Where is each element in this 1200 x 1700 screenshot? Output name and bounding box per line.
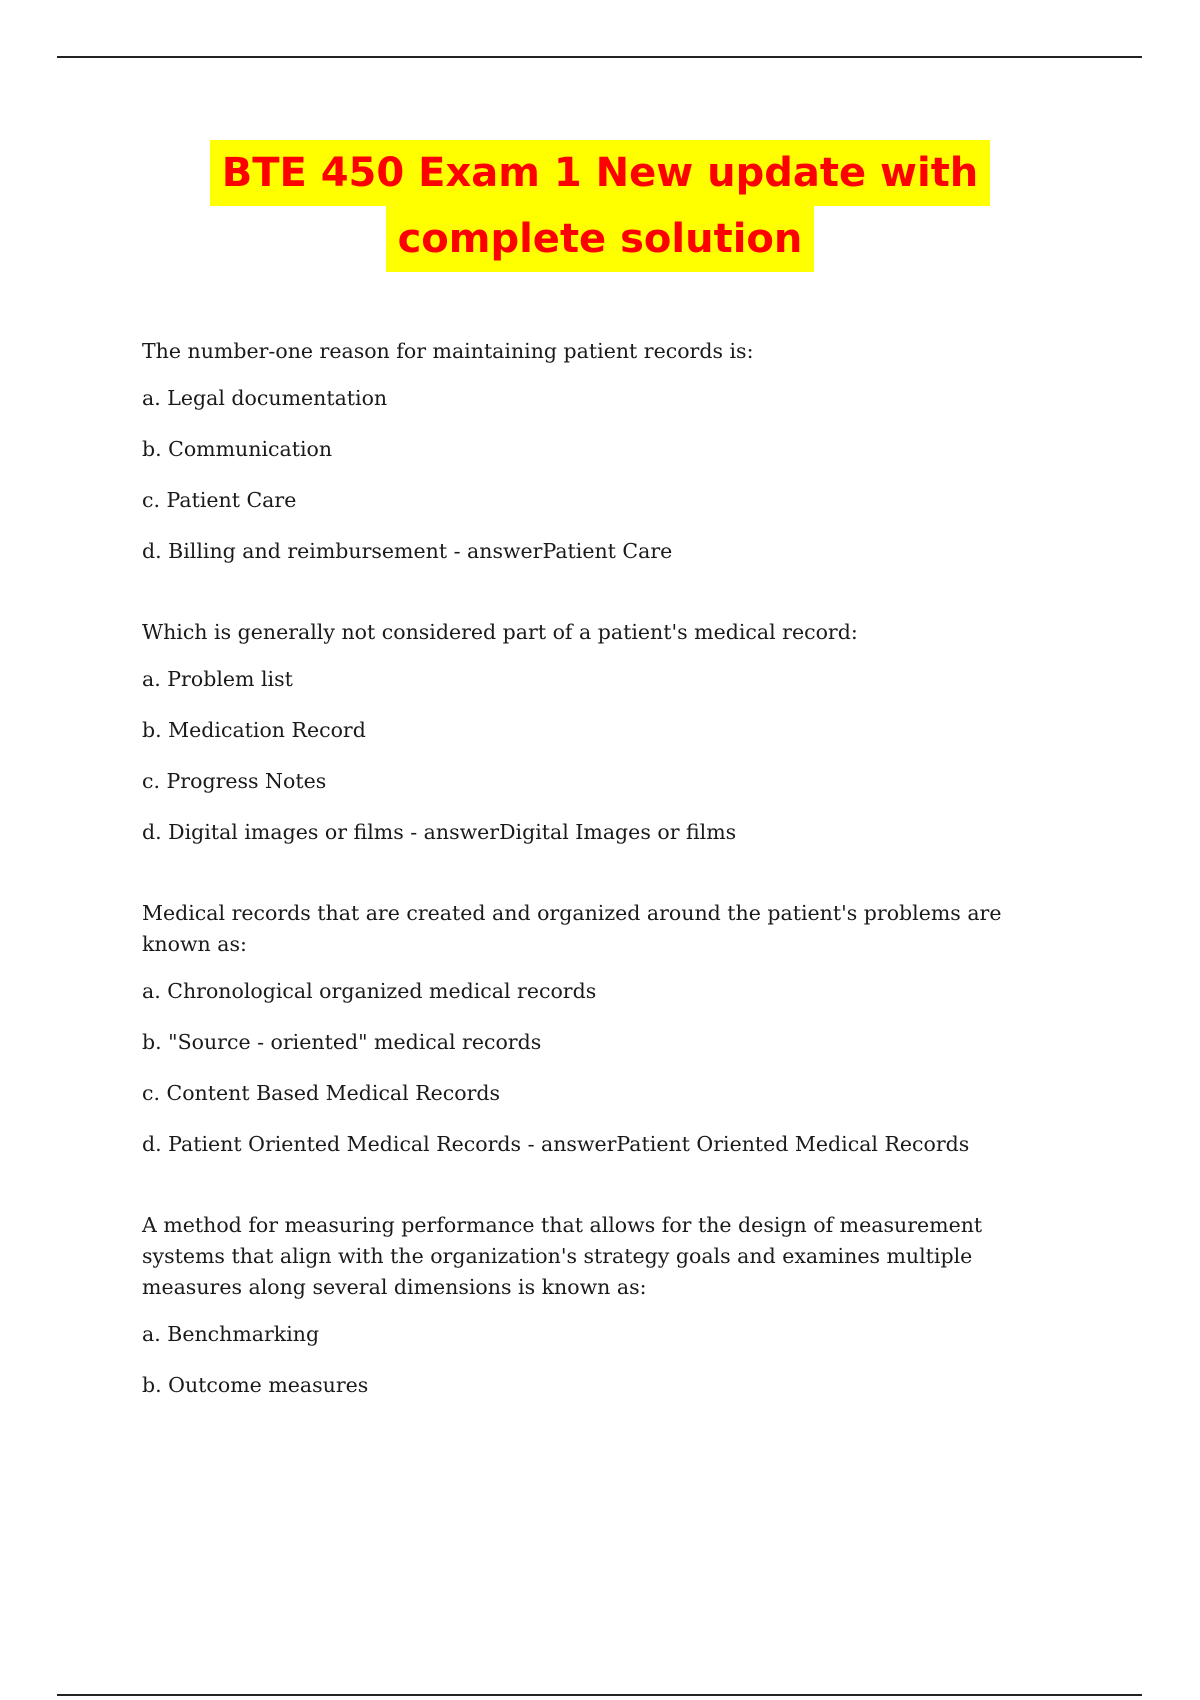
option-c: c. Progress Notes xyxy=(142,769,327,793)
question-1 xyxy=(142,336,1067,567)
top-rule xyxy=(57,56,1142,58)
option-b: b. "Source - oriented" medical records xyxy=(142,1030,542,1054)
title-line-2: complete solution xyxy=(386,206,815,272)
question-text: A method for measuring performance that allows for the design of measurement systems that align with the organization's strategy goals and examines multiple measures along several dimensions is known as: xyxy=(142,1213,983,1299)
title-line-1: BTE 450 Exam 1 New update with xyxy=(210,140,991,206)
option-a: a. Legal documentation xyxy=(142,386,388,410)
option-d-answer: d. Billing and reimbursement - answerPatient Care xyxy=(142,539,673,563)
option-d-answer: d. Digital images or films - answerDigital Images or films xyxy=(142,820,737,844)
question-text: Medical records that are created and organized around the patient's problems are known as: xyxy=(142,901,1002,956)
option-b: b. Outcome measures xyxy=(142,1373,369,1397)
option-a: a. Chronological organized medical records xyxy=(142,979,597,1003)
document-title xyxy=(0,140,1200,272)
option-c: c. Patient Care xyxy=(142,488,297,512)
option-b: b. Communication xyxy=(142,437,333,461)
option-a: a. Benchmarking xyxy=(142,1322,320,1346)
question-text: Which is generally not considered part of a patient's medical record: xyxy=(142,620,858,644)
option-a: a. Problem list xyxy=(142,667,293,691)
bottom-rule xyxy=(57,1694,1142,1696)
option-b: b. Medication Record xyxy=(142,718,366,742)
question-2 xyxy=(142,617,1067,848)
question-4 xyxy=(142,1210,1067,1401)
option-d-answer: d. Patient Oriented Medical Records - answerPatient Oriented Medical Records xyxy=(142,1132,970,1156)
option-c: c. Content Based Medical Records xyxy=(142,1081,501,1105)
questions-list xyxy=(142,336,1067,1451)
question-text: The number-one reason for maintaining patient records is: xyxy=(142,339,754,363)
question-3 xyxy=(142,898,1067,1160)
